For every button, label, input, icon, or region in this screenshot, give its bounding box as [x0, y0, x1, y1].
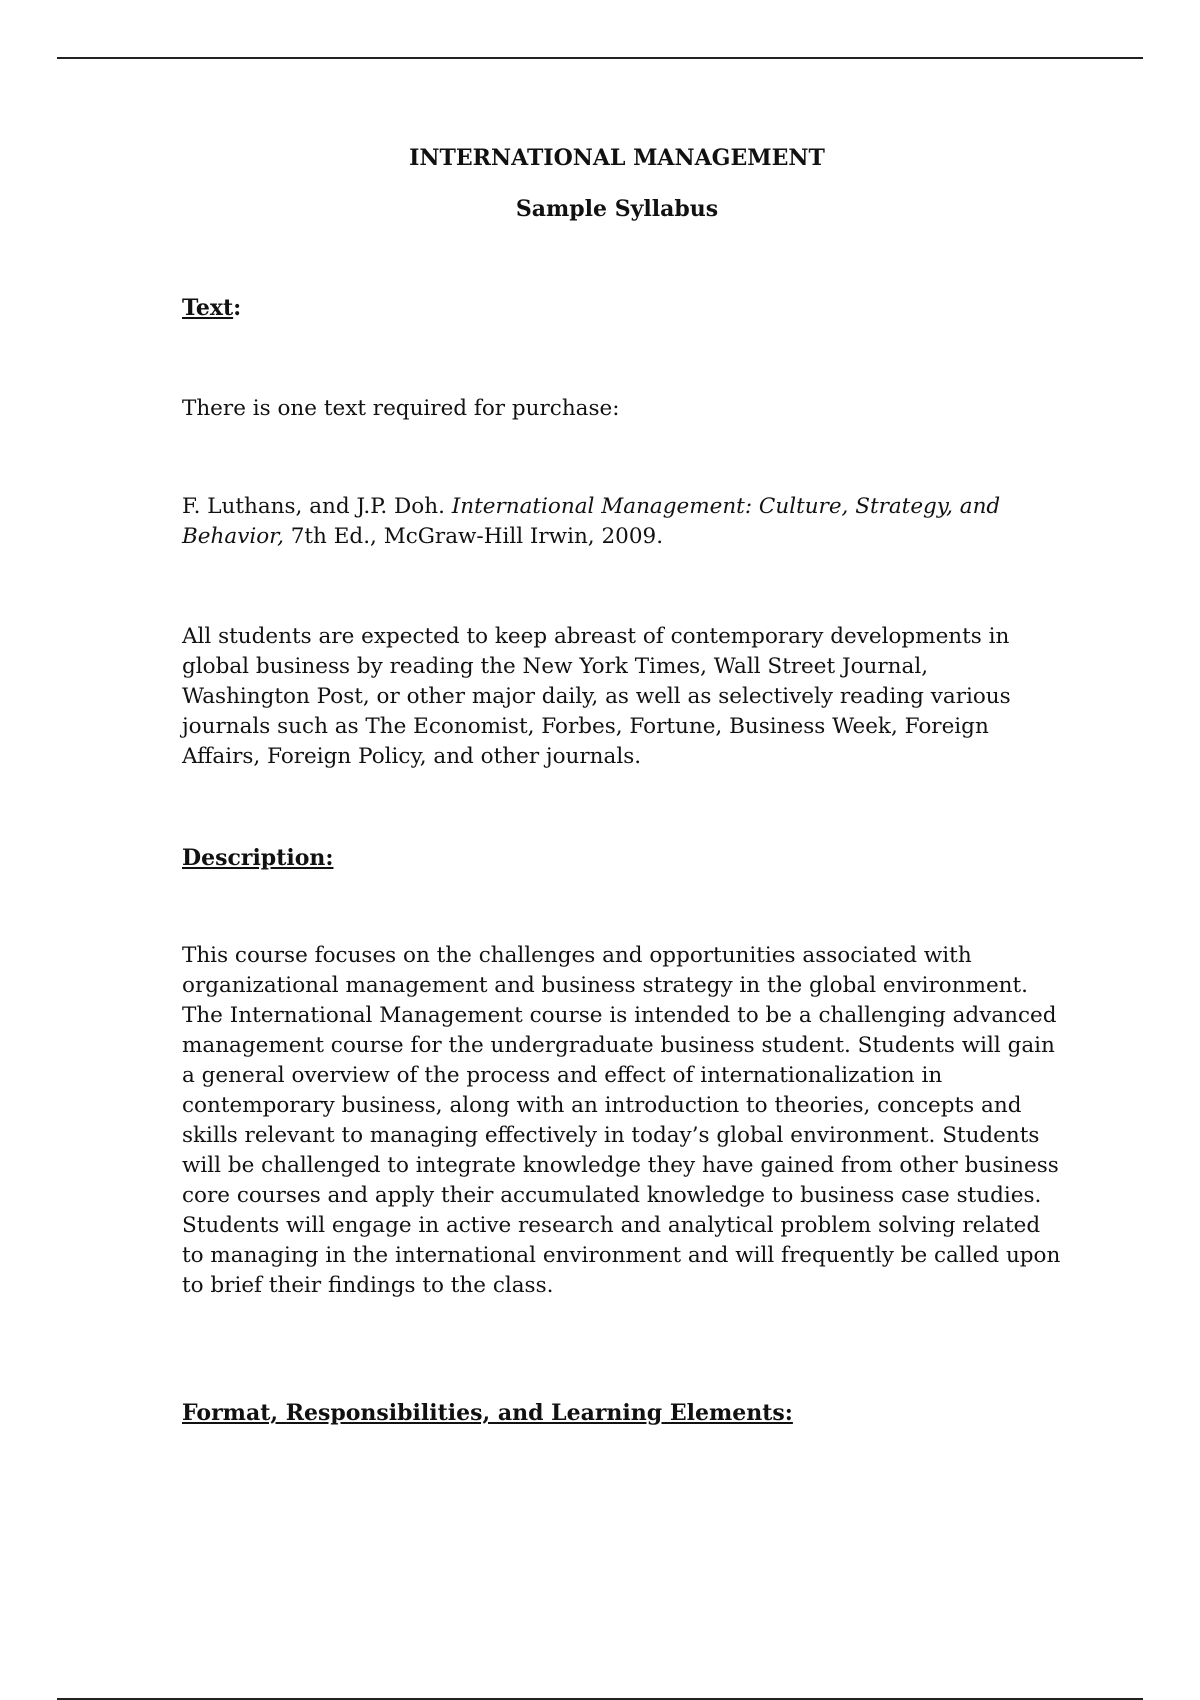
citation-edition: 7th Ed., McGraw-Hill Irwin, 2009.: [283, 524, 664, 549]
header-rule: [57, 57, 1143, 59]
citation-book-title: International Management: Culture, Strategy, and Behavior,: [182, 494, 1001, 549]
citation-paragraph: [182, 492, 1062, 552]
text-heading-label: Text: [182, 295, 234, 321]
document-title: INTERNATIONAL MANAGEMENT: [409, 145, 825, 171]
reading-paragraph: All students are expected to keep abreast of contemporary developments in global business by reading the New York Times, Wall Street Journal, Washington Post, or other major daily, as well as selectively reading various journals such as The Economist, Forbes, Fortune, Business Week, Foreign Affairs, Foreign Policy, and other journals.: [182, 624, 1011, 769]
document-subtitle: Sample Syllabus: [515, 196, 719, 222]
format-heading-label: Format, Responsibilities, and Learning Elements:: [182, 1400, 793, 1426]
text-intro-paragraph: There is one text required for purchase:: [182, 396, 620, 421]
format-section-heading: [182, 1400, 793, 1426]
text-section-heading: [182, 295, 241, 321]
description-section-heading: [182, 845, 334, 871]
text-heading-colon: :: [233, 295, 242, 321]
description-heading-label: Description:: [182, 845, 334, 871]
description-paragraph: This course focuses on the challenges and opportunities associated with organizational management and business strategy in the global environment. The International Management course is intended to be a challenging advanced management course for the undergraduate business student. Students will gain a general overview of the process and effect of internationalization in contemporary business, along with an introduction to theories, concepts and skills relevant to managing effectively in today’s global environment. Students will be challenged to integrate knowledge they have gained from other business core courses and apply their accumulated knowledge to business case studies. Students will engage in active research and analytical problem solving related to managing in the international environment and will frequently be called upon to brief their findings to the class.: [182, 943, 1061, 1298]
citation-authors: F. Luthans, and J.P. Doh.: [182, 494, 452, 519]
